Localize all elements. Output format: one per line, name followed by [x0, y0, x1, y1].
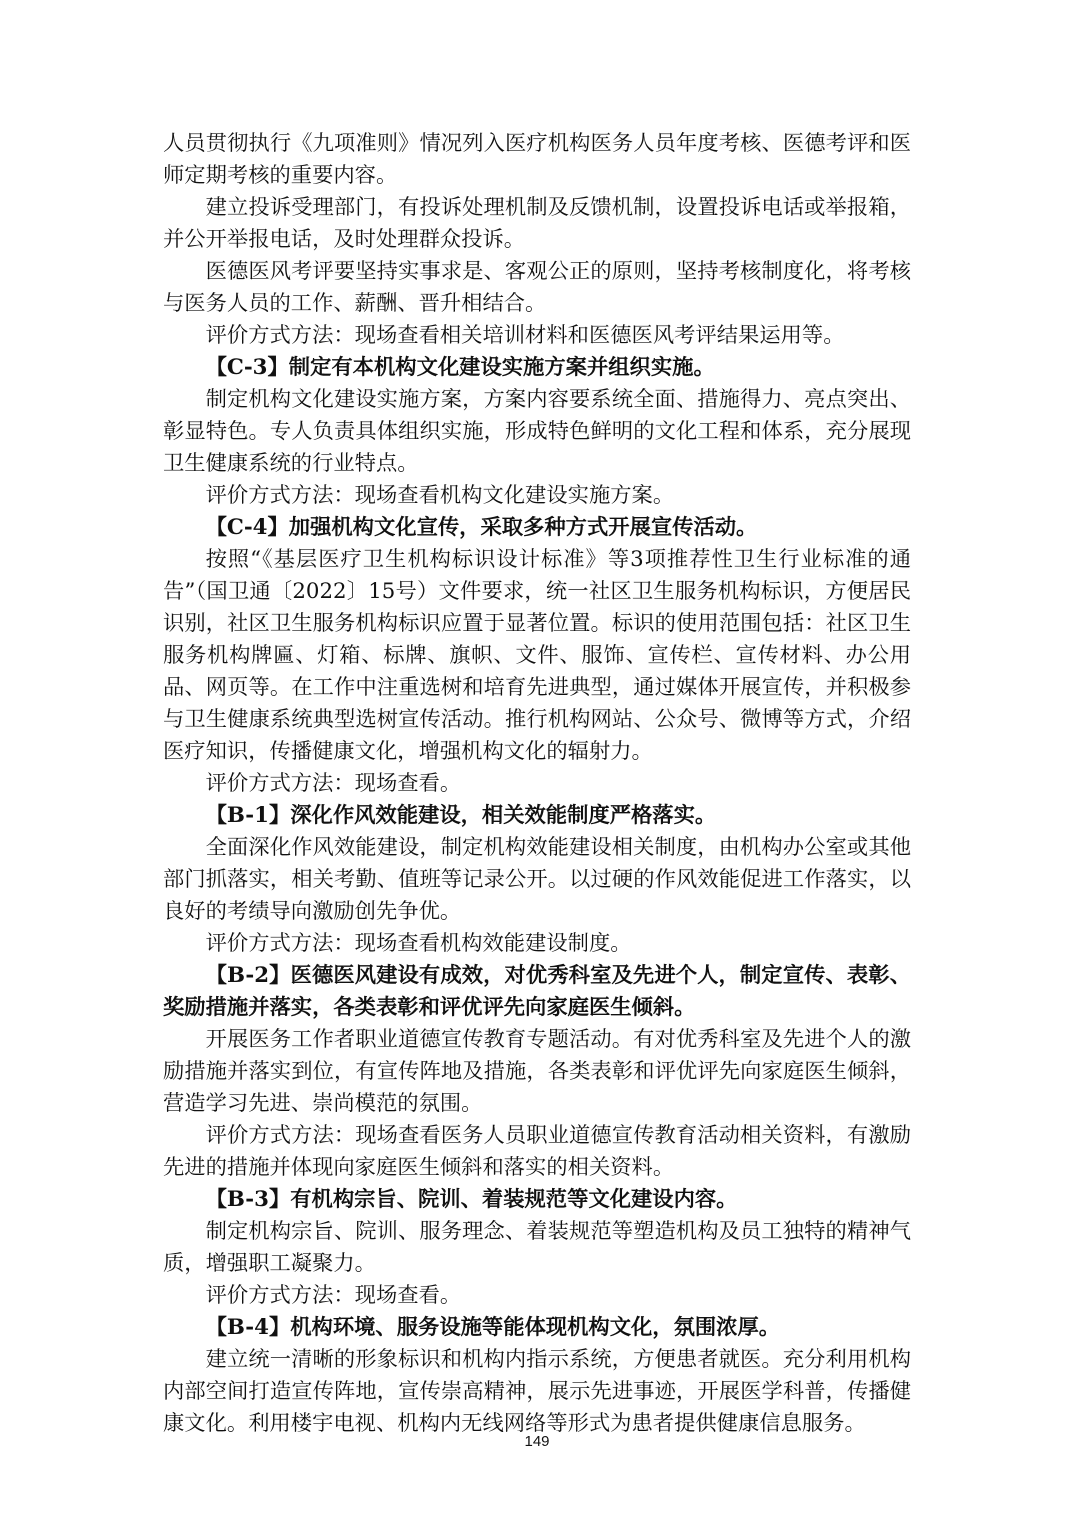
section-heading-b4: 【B-4】机构环境、服务设施等能体现机构文化，氛围浓厚。: [205, 1315, 781, 1340]
body-paragraph: 制定机构文化建设实施方案，方案内容要系统全面、措施得力、亮点突出、彰显特色。专人负责具体组织实施，形成特色鲜明的文化工程和体系，充分展现卫生健康系统的行业特点。: [163, 387, 911, 476]
body-paragraph: 建立投诉受理部门，有投诉处理机制及反馈机制，设置投诉电话或举报箱，并公开举报电话，及时处理群众投诉。: [163, 195, 911, 252]
section-heading-b1: 【B-1】深化作风效能建设，相关效能制度严格落实。: [205, 803, 717, 828]
evaluation-method: 评价方式方法：现场查看相关培训材料和医德医风考评结果运用等。: [205, 323, 845, 348]
body-paragraph: 制定机构宗旨、院训、服务理念、着装规范等塑造机构及员工独特的精神气质，增强职工凝聚力。: [163, 1219, 911, 1276]
evaluation-method: 评价方式方法：现场查看医务人员职业道德宣传教育活动相关资料，有激励先进的措施并体现向家庭医生倾斜和落实的相关资料。: [163, 1123, 911, 1180]
section-heading-c3: 【C-3】制定有本机构文化建设实施方案并组织实施。: [205, 355, 715, 380]
body-paragraph: 按照“《基层医疗卫生机构标识设计标准》等3项推荐性卫生行业标准的通告”（国卫通〔2022〕15号）文件要求，统一社区卫生服务机构标识，方便居民识别，社区卫生服务机构标识应置于显著位置。标识的使用范围包括：社区卫生服务机构牌匾、灯箱、标牌、旗帜、文件、服饰、宣传栏、宣传材料、办公用品、网页等。在工作中注重选树和培育先进典型，通过媒体开展宣传，并积极参与卫生健康系统典型选树宣传活动。推行机构网站、公众号、微博等方式，介绍医疗知识，传播健康文化，增强机构文化的辐射力。: [163, 547, 911, 764]
section-heading-b3: 【B-3】有机构宗旨、院训、着装规范等文化建设内容。: [205, 1187, 738, 1212]
body-paragraph: 全面深化作风效能建设，制定机构效能建设相关制度，由机构办公室或其他部门抓落实，相关考勤、值班等记录公开。以过硬的作风效能促进工作落实，以良好的考绩导向激励创先争优。: [163, 835, 911, 924]
continuation-paragraph: 人员贯彻执行《九项准则》情况列入医疗机构医务人员年度考核、医德考评和医师定期考核的重要内容。: [163, 131, 911, 188]
evaluation-method: 评价方式方法：现场查看。: [205, 771, 462, 796]
section-heading-b2: 【B-2】医德医风建设有成效，对优秀科室及先进个人，制定宣传、表彰、奖励措施并落实，各类表彰和评优评先向家庭医生倾斜。: [163, 963, 911, 1020]
evaluation-method: 评价方式方法：现场查看机构效能建设制度。: [205, 931, 632, 956]
section-heading-c4: 【C-4】加强机构文化宣传，采取多种方式开展宣传活动。: [205, 515, 758, 540]
body-paragraph: 建立统一清晰的形象标识和机构内指示系统，方便患者就医。充分利用机构内部空间打造宣传阵地，宣传崇高精神，展示先进事迹，开展医学科普，传播健康文化。利用楼宇电视、机构内无线网络等形式为患者提供健康信息服务。: [163, 1347, 911, 1436]
evaluation-method: 评价方式方法：现场查看。: [205, 1283, 462, 1308]
body-paragraph: 医德医风考评要坚持实事求是、客观公正的原则，坚持考核制度化，将考核与医务人员的工作、薪酬、晋升相结合。: [163, 259, 911, 316]
evaluation-method: 评价方式方法：现场查看机构文化建设实施方案。: [205, 483, 675, 508]
page-body: [163, 128, 911, 1440]
page-number: 149: [524, 1433, 550, 1450]
body-paragraph: 开展医务工作者职业道德宣传教育专题活动。有对优秀科室及先进个人的激励措施并落实到位，有宣传阵地及措施，各类表彰和评优评先向家庭医生倾斜，营造学习先进、崇尚模范的氛围。: [163, 1027, 911, 1116]
